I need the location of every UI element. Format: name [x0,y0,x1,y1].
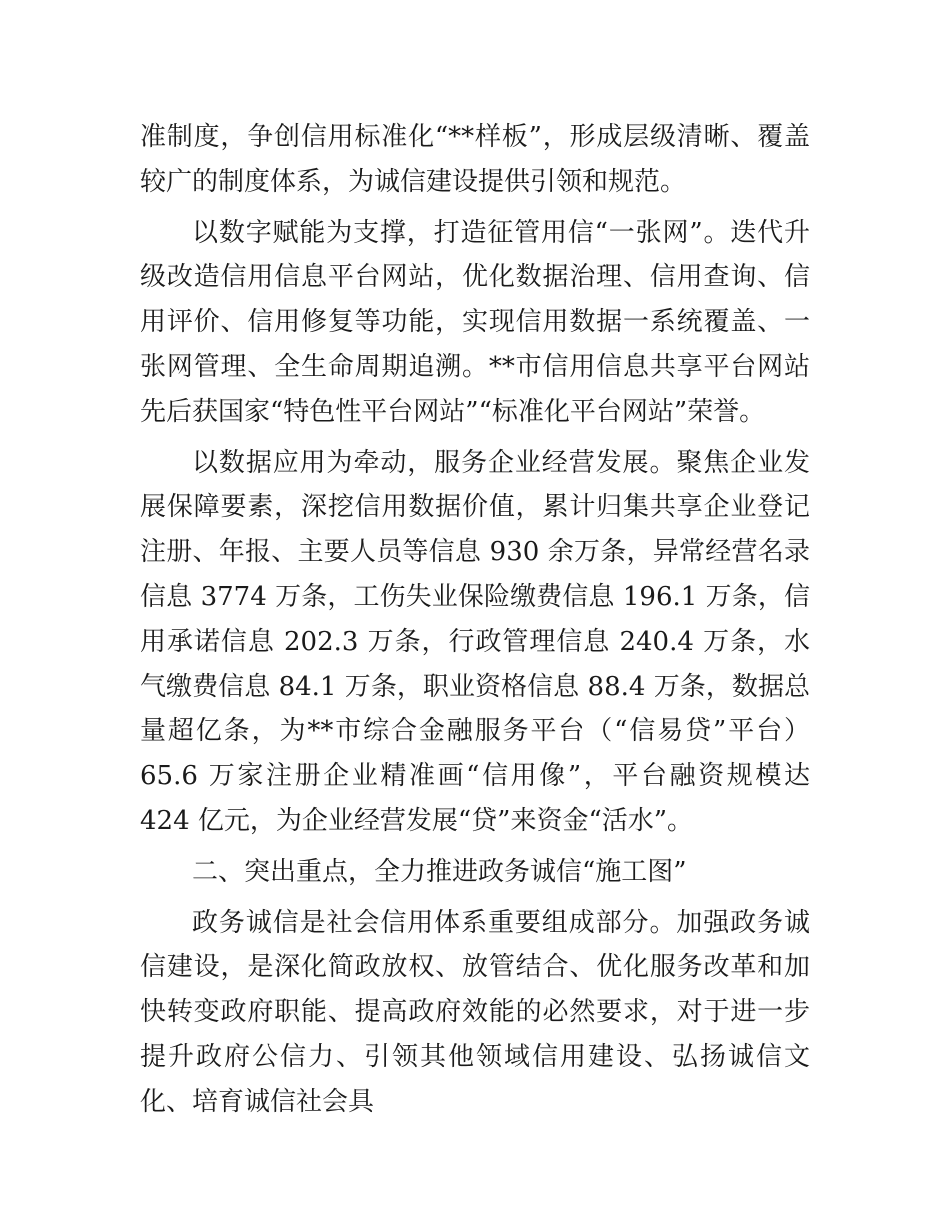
paragraph-digital-empowerment: 以数字赋能为支撑，打造征管用信“一张网”。迭代升级改造信用信息平台网站，优化数据治理、信用查询、信用评价、信用修复等功能，实现信用数据一系统覆盖、一张网管理、全生命周期追溯。**市信用信息共享平台网站先后获国家“特色性平台网站”“标准化平台网站”荣誉。 [140,217,810,427]
paragraph-data-application: 以数据应用为牵动，服务企业经营发展。聚焦企业发展保障要素，深挖信用数据价值，累计归集共享企业登记注册、年报、主要人员等信息 930 余万条，异常经营名录信息 3774 万条，工伤失业保险缴费信息 196.1 万条，信用承诺信息 202.3 万条，行政管理信息 240.4 万条，水气缴费信息 84.1 万条，职业资格信息 88.4 万条，数据总量超亿条，为**市综合金融服务平台（“信易贷”平台）65.6 万家注册企业精准画“信用像”，平台融资规模达 424 亿元，为企业经营发展“贷”来资金“活水”。 [140,447,810,836]
paragraph-continuation: 准制度，争创信用标准化“**样板”，形成层级清晰、覆盖较广的制度体系，为诚信建设提供引领和规范。 [140,122,810,197]
document-body [140,115,810,1125]
paragraph-government-integrity: 政务诚信是社会信用体系重要组成部分。加强政务诚信建设，是深化简政放权、放管结合、优化服务改革和加快转变政府职能、提高政府效能的必然要求，对于进一步提升政府公信力、引领其他领域信用建设、弘扬诚信文化、培育诚信社会具 [140,907,810,1117]
section-heading-government-integrity: 二、突出重点，全力推进政务诚信“施工图” [192,856,687,887]
